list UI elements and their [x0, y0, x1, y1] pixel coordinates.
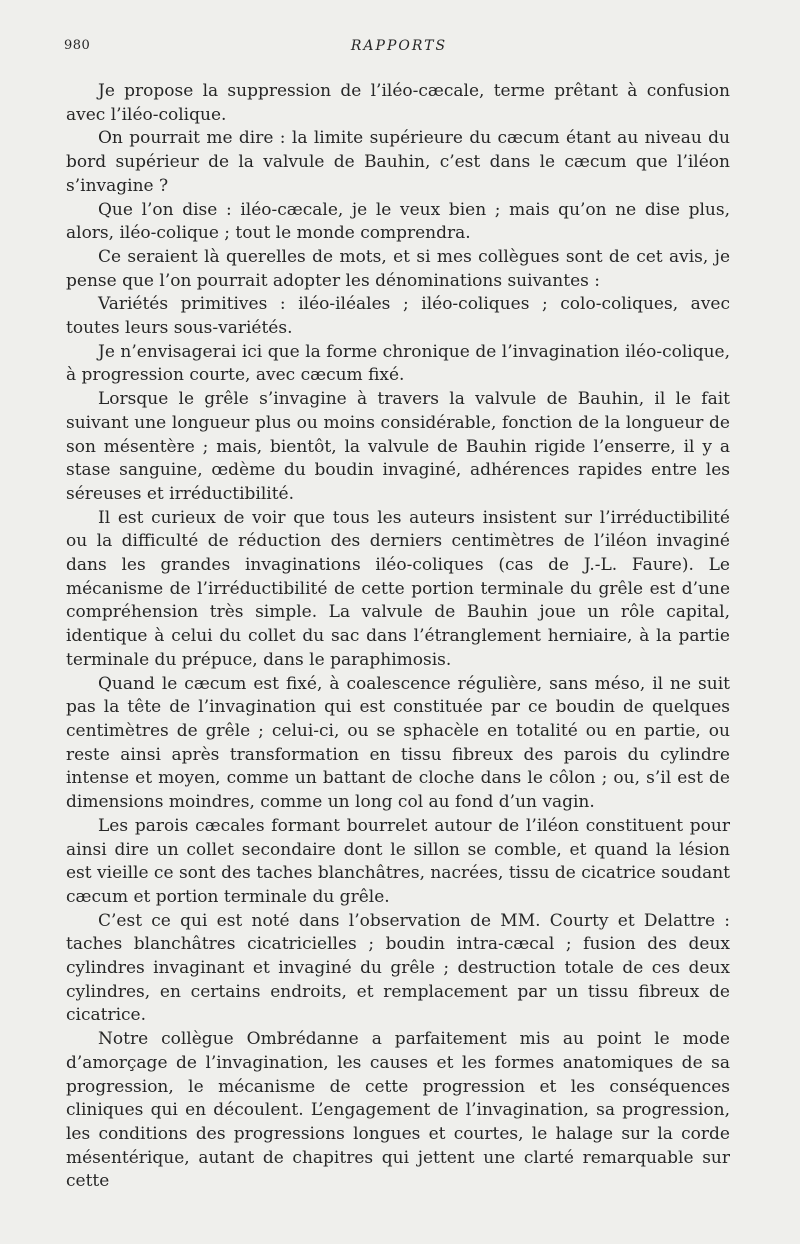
body-text — [66, 80, 730, 1194]
paragraph: Que l’on dise : iléo-cæcale, je le veux bien ; mais qu’on ne dise plus, alors, iléo-colique ; tout le monde comprendra. — [66, 199, 730, 244]
paragraph: Ce seraient là querelles de mots, et si mes collègues sont de cet avis, je pense que l’on pourrait adopter les dénominations suivantes : — [66, 246, 730, 291]
paragraph: Les parois cæcales formant bourrelet autour de l’iléon constituent pour ainsi dire un collet secondaire dont le sillon se comble, et quand la lésion est vieille ce sont des taches blanchâtres, nacrées, tissu de cicatrice soudant cæcum et portion terminale du grêle. — [66, 815, 730, 907]
paragraph: On pourrait me dire : la limite supérieure du cæcum étant au niveau du bord supérieur de la valvule de Bauhin, c’est dans le cæcum que l’iléon s’invagine ? — [66, 128, 730, 196]
paragraph: Il est curieux de voir que tous les auteurs insistent sur l’irréductibilité ou la difficulté de réduction des derniers centimètres de l’iléon invaginé dans les grandes invaginations iléo-coliques (cas de J.-L. Faure). Le mécanisme de l’irréductibilité de cette portion terminale du grêle est d’une compréhension très simple. La valvule de Bauhin joue un rôle capital, identique à celui du collet du sac dans l’étranglement herniaire, à la partie terminale du prépuce, dans le paraphimosis. — [66, 507, 730, 670]
paragraph: Je n’envisagerai ici que la forme chronique de l’invagination iléo-colique, à progression courte, avec cæcum fixé. — [66, 341, 730, 386]
paragraph: Lorsque le grêle s’invagine à travers la valvule de Bauhin, il le fait suivant une longueur plus ou moins considérable, fonction de la longueur de son mésentère ; mais, bientôt, la valvule de Bauhin rigide l’enserre, il y a stase sanguine, œdème du boudin invaginé, adhérences rapides entre les séreuses et irréductibilité. — [66, 389, 730, 504]
running-head: RAPPORTS — [350, 38, 448, 54]
paragraph: Variétés primitives : iléo-iléales ; iléo-coliques ; colo-coliques, avec toutes leurs sous-variétés. — [66, 294, 730, 339]
paragraph: Quand le cæcum est fixé, à coalescence régulière, sans méso, il ne suit pas la tête de l’invagination qui est constituée par ce boudin de quelques centimètres de grêle ; celui-ci, ou se sphacèle en totalité ou en partie, ou reste ainsi après transformation en tissu fibreux des parois du cylindre intense et moyen, comme un battant de cloche dans le côlon ; ou, s’il est de dimensions moindres, comme un long col au fond d’un vagin. — [66, 673, 730, 813]
paragraph: C’est ce qui est noté dans l’observation de MM. Courty et Delattre : taches blanchâtres cicatricielles ; boudin intra-cæcal ; fusion des deux cylindres invaginant et invaginé du grêle ; destruction totale de ces deux cylindres, en certains endroits, et remplacement par un tissu fibreux de cicatrice. — [66, 910, 730, 1026]
page-number: 980 — [64, 38, 91, 53]
paragraph: Je propose la suppression de l’iléo-cæcale, terme prêtant à confusion avec l’iléo-colique. — [66, 81, 730, 125]
paragraph: Notre collègue Ombrédanne a parfaitement mis au point le mode d’amorçage de l’invagination, les causes et les formes anatomiques de sa progression, le mécanisme de cette progression et les conséquences cliniques qui en découlent. L’engagement de l’invagination, sa progression, les conditions des progressions longues et courtes, le halage sur la corde mésentérique, autant de chapitres qui jettent une clarté remarquable sur cette — [66, 1029, 730, 1192]
page-header — [64, 38, 734, 60]
